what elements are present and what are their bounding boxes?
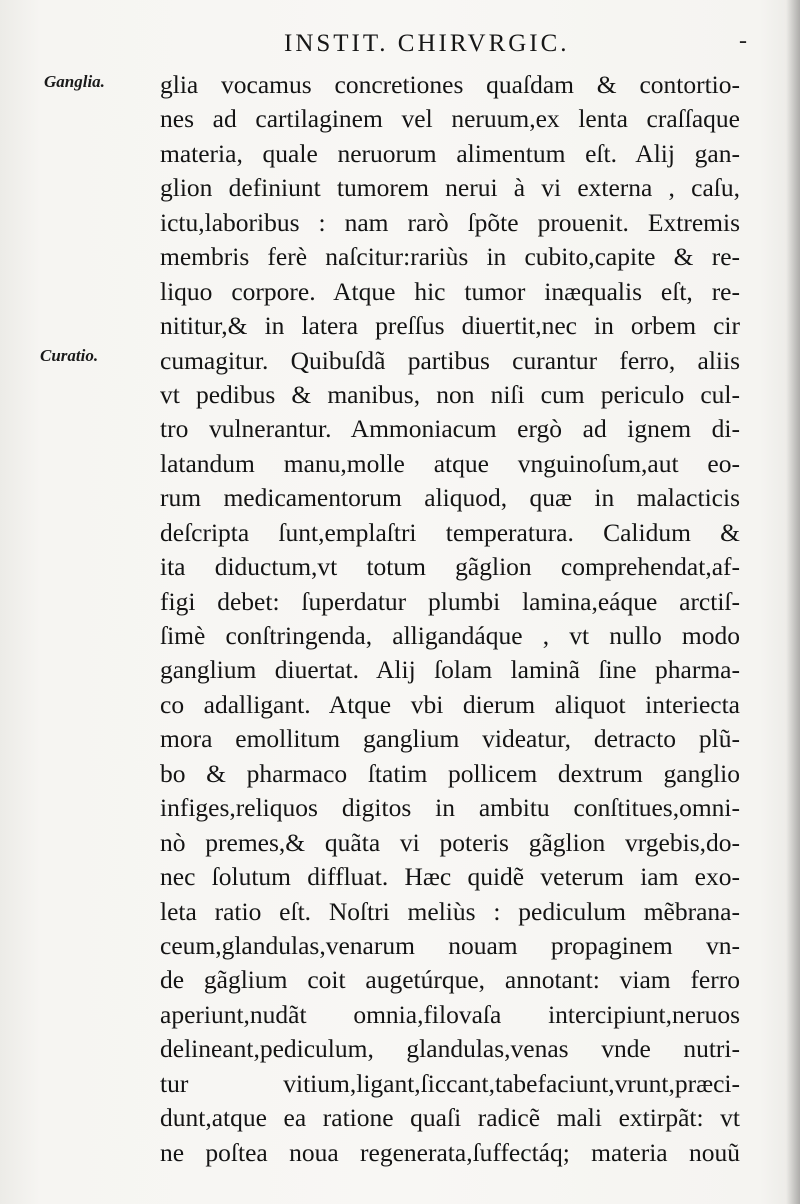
corner-mark: - — [739, 28, 747, 54]
marginal-note-curatio: Curatio. — [40, 346, 99, 365]
running-head: INSTIT. CHIRVRGIC. — [284, 30, 570, 57]
text-line: nò premes,& quãta vi poteris gãglion vrgebis,do- — [160, 827, 740, 857]
text-line: nititur,& in latera preſſus diuertit,nec in orbem cir — [160, 311, 740, 341]
text-line: ne poſtea noua regenerata,ſuffectáq; materia nouũ — [160, 1137, 740, 1167]
text-line: cumagitur. Quibuſdã partibus curantur ferro, aliis — [160, 345, 740, 375]
text-line: ictu,laboribus : nam rarò ſpõte prouenit. Extremis — [160, 207, 740, 237]
text-line: materia, quale neruorum alimentum eſt. Alij gan- — [160, 138, 740, 168]
text-line: mora emollitum ganglium videatur, detracto plũ- — [160, 724, 740, 754]
text-line: tro vulnerantur. Ammoniacum ergò ad ignem di- — [160, 414, 740, 444]
text-line: delineant,pediculum, glandulas,venas vnde nutri- — [160, 1034, 740, 1064]
text-line: infiges,reliquos digitos in ambitu conſtitues,omni- — [160, 793, 740, 823]
text-line: ganglium diuertat. Alij ſolam laminã ſine pharma- — [160, 655, 740, 685]
text-line: leta ratio eſt. Noſtri meliùs : pediculum mẽbrana- — [160, 896, 740, 926]
text-line: aperiunt,nudãt omnia,filovaſa intercipiunt,neruos — [160, 999, 740, 1029]
page-edge-shadow — [786, 0, 800, 1204]
text-line: de gãglium coit augetúrque, annotant: viam ferro — [160, 965, 740, 995]
text-line: rum medicamentorum aliquod, quæ in malacticis — [160, 483, 740, 513]
text-line: nec ſolutum diffluat. Hæc quidẽ veterum iam exo- — [160, 862, 740, 892]
text-line: dunt,atque ea ratione quaſi radicẽ mali extirpãt: vt — [160, 1103, 740, 1133]
text-line: ceum,glandulas,venarum nouam propaginem vn- — [160, 930, 740, 960]
text-line: figi debet: ſuperdatur plumbi lamina,eáque arctiſ- — [160, 586, 740, 616]
text-line: glion definiunt tumorem nerui à vi externa , caſu, — [160, 173, 740, 203]
text-line: nes ad cartilaginem vel neruum,ex lenta craſſaque — [160, 104, 740, 134]
text-line: latandum manu,molle atque vnguinoſum,aut eo- — [160, 448, 740, 478]
text-line: glia vocamus concretiones quaſdam & contortio- — [160, 70, 740, 99]
text-line: liquo corpore. Atque hic tumor inæqualis eſt, re- — [160, 276, 740, 306]
text-line: tur vitium,ligant,ſiccant,tabefaciunt,vrunt,præci- — [160, 1068, 740, 1098]
text-line: ita diductum,vt totum gãglion comprehendat,af- — [160, 552, 740, 582]
marginal-note-ganglia: Ganglia. — [44, 72, 105, 91]
text-line: bo & pharmaco ſtatim pollicem dextrum ganglio — [160, 758, 740, 788]
text-line: co adalligant. Atque vbi dierum aliquot interiecta — [160, 689, 740, 719]
text-line: membris ferè naſcitur:rariùs in cubito,capite & re- — [160, 242, 740, 272]
body-text — [160, 68, 740, 1170]
text-line: vt pedibus & manibus, non niſi cum periculo cul- — [160, 379, 740, 409]
text-line: ſimè conſtringenda, alligandáque , vt nullo modo — [160, 621, 740, 650]
text-line: deſcripta ſunt,emplaſtri temperatura. Calidum & — [160, 517, 740, 547]
